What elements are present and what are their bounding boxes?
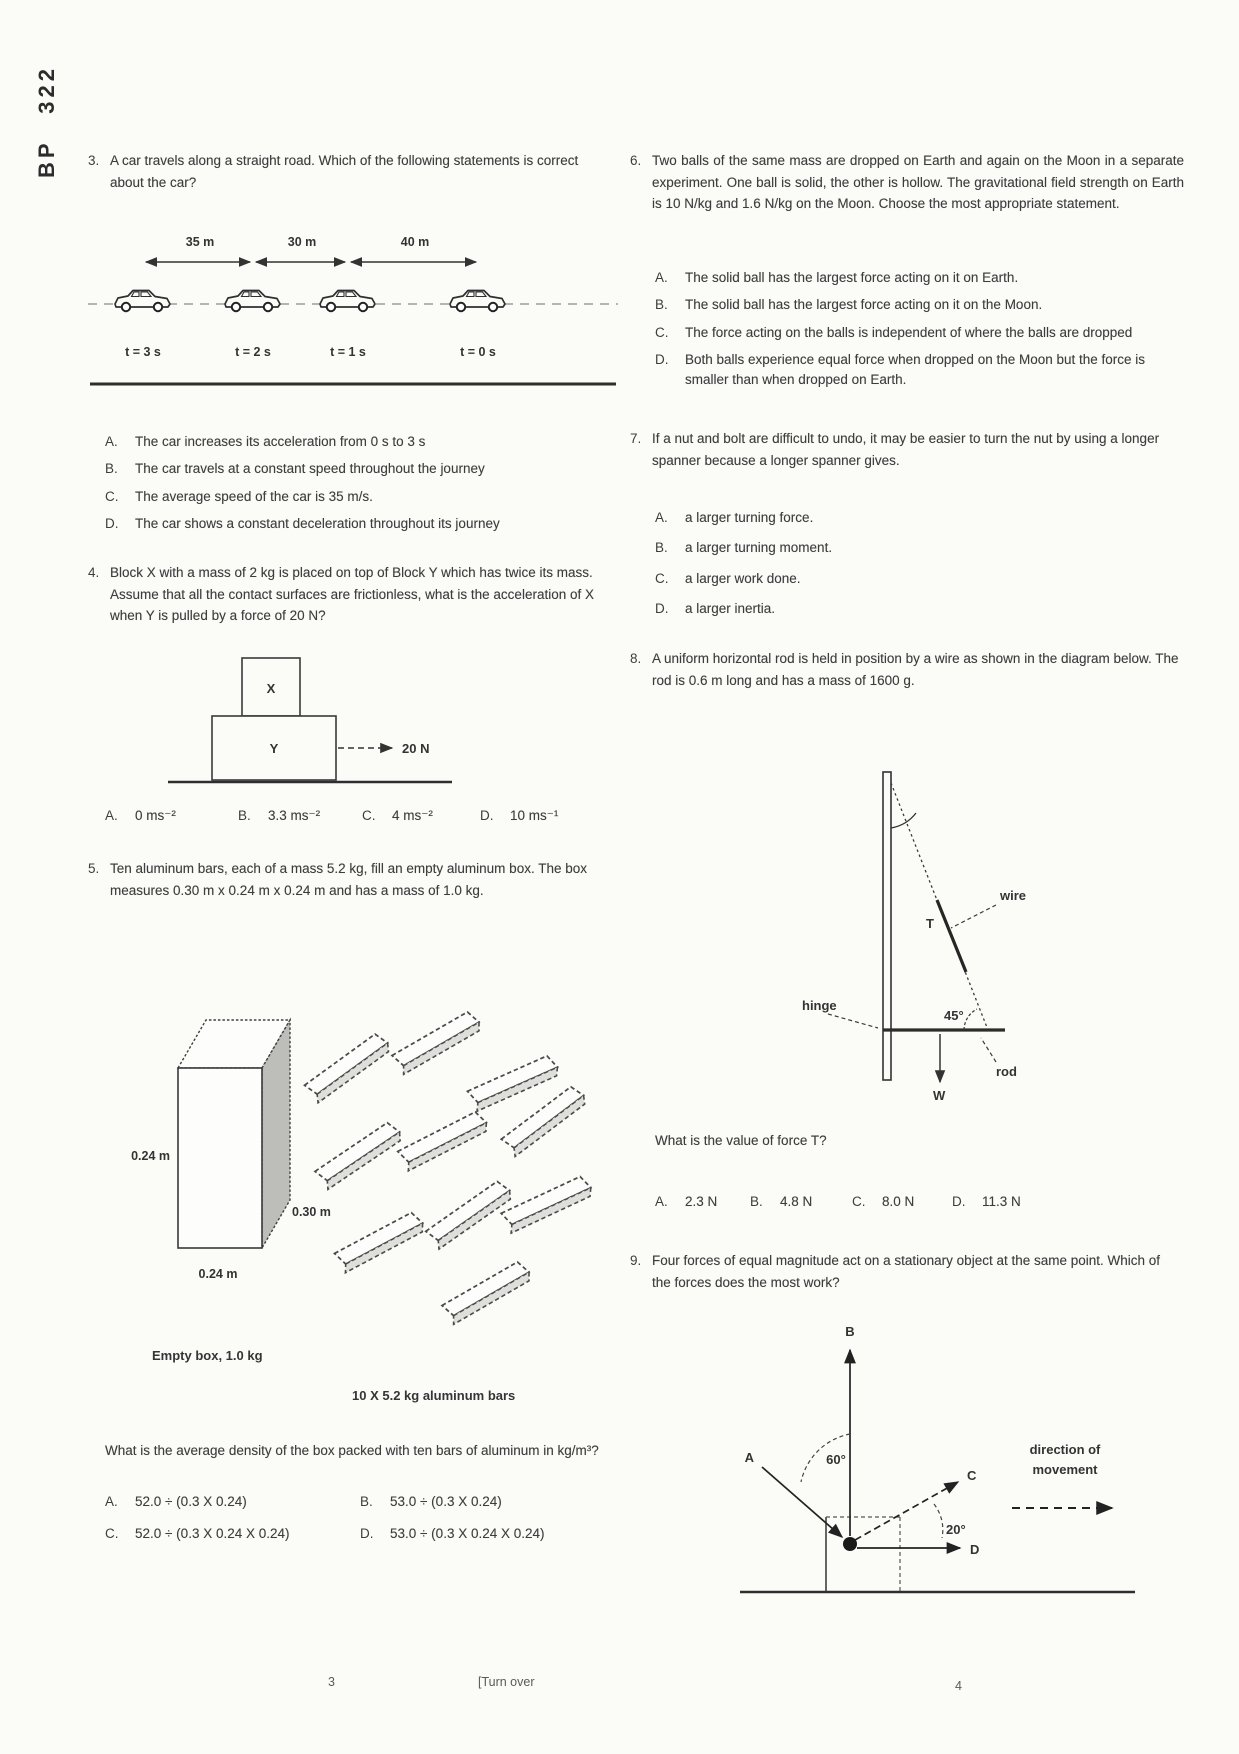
option-label: A. [105, 434, 118, 449]
option-text: a larger work done. [685, 570, 801, 586]
rod-wire-diagram [700, 700, 1040, 1115]
car-icon-t3 [115, 291, 170, 312]
q7-option-d [655, 599, 1155, 619]
block-x-label: X [266, 681, 276, 696]
question-5-options-row-1 [0, 1492, 620, 1516]
option-label: A. [655, 510, 668, 525]
weight-label: W [933, 1088, 946, 1103]
q7-option-c [655, 569, 1155, 589]
bars-caption: 10 X 5.2 kg aluminum bars [352, 1388, 516, 1403]
option-text: 52.0 ÷ (0.3 X 0.24 X 0.24) [135, 1526, 290, 1541]
question-5-prompt: What is the average density of the box packed with ten bars of aluminum in kg/m³? [105, 1443, 599, 1458]
car-icon-t2 [225, 291, 280, 312]
option-text: The car travels at a constant speed throughout the journey [135, 461, 485, 477]
q6-option-d [655, 350, 1180, 391]
force-a-label: A [744, 1450, 754, 1465]
car-icons [115, 291, 505, 312]
q6-option-b [655, 295, 1180, 315]
box-width-label: 0.24 m [198, 1267, 238, 1281]
time-label-3: t = 1 s [330, 345, 366, 359]
option-label: B. [360, 1494, 373, 1509]
time-label-1: t = 3 s [125, 345, 161, 359]
question-7 [630, 428, 1188, 471]
option-text: 0 ms⁻² [135, 808, 176, 823]
question-4-number: 4. [88, 565, 100, 580]
option-text: The car increases its acceleration from 0 s to 3 s [135, 434, 426, 449]
rod-angle-arc [964, 1009, 977, 1030]
option-text: The average speed of the car is 35 m/s. [135, 488, 373, 504]
paper-code-stamp: BP 322 [34, 65, 59, 178]
option-text: a larger turning force. [685, 510, 814, 525]
wire-bold-segment [937, 900, 966, 972]
question-9-text: Four forces of equal magnitude act on a stationary object at the same point. Which of the forces does the most work? [652, 1253, 1161, 1290]
distance-label-1: 35 m [185, 235, 215, 249]
force-b-label: B [845, 1324, 855, 1339]
option-text: 2.3 N [685, 1194, 718, 1209]
option-label: A. [655, 1194, 668, 1209]
time-label-2: t = 2 s [235, 345, 271, 359]
question-4-text: Block X with a mass of 2 kg is placed on top of Block Y which has twice its mass. Assume that all the contact surfaces are frictionless, what is the acceleration of X when Y is pulled by a force of 20 N? [110, 565, 594, 624]
option-label: A. [105, 808, 118, 823]
box-depth-label: 0.30 m [292, 1205, 331, 1219]
option-label: D. [105, 515, 119, 531]
q5-option-d [360, 1524, 545, 1544]
q8-option-d [952, 1192, 1021, 1212]
q8-option-c [852, 1192, 914, 1212]
force-label: 20 N [402, 741, 430, 756]
angle-20-arc [934, 1504, 943, 1538]
page-number-left: 3 [328, 1675, 335, 1689]
option-text: 53.0 ÷ (0.3 X 0.24) [390, 1494, 502, 1509]
question-5-number: 5. [88, 861, 100, 876]
option-text: 11.3 N [982, 1194, 1021, 1209]
hinge-label: hinge [802, 998, 837, 1013]
question-4-options [0, 806, 620, 830]
question-5-options-row-2 [0, 1524, 620, 1548]
q5-option-a [105, 1492, 247, 1512]
block-force-diagram [150, 652, 470, 800]
time-label-4: t = 0 s [460, 345, 496, 359]
option-text: The car shows a constant deceleration throughout its journey [135, 515, 500, 531]
q6-option-a [655, 268, 1180, 288]
rod-label: rod [996, 1064, 1017, 1079]
option-label: D. [360, 1526, 374, 1541]
question-5-text: Ten aluminum bars, each of a mass 5.2 kg, fill an empty aluminum box. The box measures 0.30 m x 0.24 m x 0.24 m and has a mass of 1.0 kg. [110, 861, 587, 898]
option-label: B. [655, 540, 668, 556]
angle-20-label: 20° [946, 1522, 966, 1537]
q8-option-b [750, 1192, 812, 1212]
question-8-text: A uniform horizontal rod is held in position by a wire as shown in the diagram below. The rod is 0.6 m long and has a mass of 1600 g. [652, 651, 1179, 688]
q4-option-d [480, 806, 558, 826]
q5-option-b [360, 1492, 502, 1512]
option-label: C. [105, 1526, 119, 1541]
question-8-number: 8. [630, 651, 642, 666]
question-3 [88, 150, 593, 193]
box-and-bars-diagram [100, 1000, 600, 1342]
option-text: a larger inertia. [685, 600, 776, 616]
angle-label: 45° [944, 1008, 964, 1023]
hinge-leader-line [828, 1014, 878, 1028]
aluminum-bars [300, 1012, 592, 1324]
turn-over-note: [Turn over [478, 1675, 535, 1689]
option-text: 3.3 ms⁻² [268, 808, 321, 823]
option-text: 53.0 ÷ (0.3 X 0.24 X 0.24) [390, 1526, 545, 1541]
direction-label-line2: movement [1032, 1462, 1098, 1477]
block-y-label: Y [269, 741, 279, 756]
question-3-number: 3. [88, 153, 100, 168]
q3-option-b [105, 459, 605, 479]
option-text: 4.8 N [780, 1194, 813, 1209]
car-icon-t1 [320, 291, 375, 312]
question-7-text: If a nut and bolt are difficult to undo, it may be easier to turn the nut by using a longer spanner because a longer spanner gives. [652, 431, 1160, 468]
option-label: A. [105, 1494, 118, 1509]
q4-option-b [238, 806, 320, 826]
q7-option-a [655, 508, 1155, 528]
option-label: C. [655, 570, 669, 586]
force-a-arrow [762, 1467, 842, 1537]
angle-60-label: 60° [826, 1452, 846, 1467]
direction-label-line1: direction of [1029, 1442, 1101, 1457]
wire-label: wire [1000, 888, 1027, 903]
question-3-options [105, 432, 605, 541]
q5-option-c [105, 1524, 290, 1544]
question-5 [88, 858, 613, 901]
forces-diagram [640, 1312, 1160, 1612]
q6-option-c [655, 323, 1180, 343]
question-6-text: Two balls of the same mass are dropped on Earth and again on the Moon in a separate experiment. One ball is solid, the other is hollow. The gravitational field strength on Earth is 10 N/kg and 1.6 N/kg on the Moon. Choose the most appropriate statement. [652, 153, 1184, 212]
question-7-number: 7. [630, 431, 642, 446]
question-8-prompt: What is the value of force T? [655, 1133, 827, 1148]
option-label: B. [655, 297, 668, 313]
option-text: 4 ms⁻² [392, 808, 433, 823]
option-text: The force acting on the balls is independent of where the balls are dropped [685, 324, 1133, 340]
question-7-options [655, 508, 1155, 626]
car-position-diagram [88, 226, 618, 404]
option-label: D. [952, 1194, 966, 1209]
question-9 [630, 1250, 1188, 1293]
q4-option-c [362, 806, 433, 826]
q3-option-d [105, 514, 605, 534]
question-4 [88, 562, 608, 627]
rod-leader-line [981, 1038, 996, 1062]
option-text: a larger turning moment. [685, 540, 833, 556]
option-text: The solid ball has the largest force acting on it on the Moon. [685, 297, 1043, 313]
q4-option-a [105, 806, 176, 826]
tension-label: T [926, 916, 934, 931]
option-label: C. [852, 1194, 866, 1209]
question-6-options [655, 268, 1180, 397]
q7-option-b [655, 538, 1155, 558]
option-label: C. [362, 808, 376, 823]
option-label: C. [655, 324, 669, 340]
question-8-options [0, 1192, 1239, 1216]
option-label: B. [105, 461, 118, 477]
option-text: 52.0 ÷ (0.3 X 0.24) [135, 1494, 247, 1509]
option-label: B. [750, 1194, 763, 1209]
option-text: Both balls experience equal force when dropped on the Moon but the force is smaller than when dropped on Earth. [685, 351, 1146, 387]
question-8 [630, 648, 1188, 691]
option-text: 8.0 N [882, 1194, 915, 1209]
force-d-label: D [970, 1542, 980, 1557]
wire-leader-line [951, 905, 996, 928]
question-6 [630, 150, 1188, 215]
option-label: A. [655, 270, 668, 285]
q8-option-a [655, 1192, 717, 1212]
question-6-number: 6. [630, 153, 642, 168]
distance-label-3: 40 m [400, 235, 430, 249]
option-label: D. [655, 351, 669, 367]
empty-box-caption: Empty box, 1.0 kg [152, 1348, 263, 1363]
option-text: The solid ball has the largest force acting on it on Earth. [685, 270, 1019, 285]
object-block [826, 1517, 900, 1592]
wall-post [883, 772, 891, 1080]
question-9-number: 9. [630, 1253, 642, 1268]
box-height-label: 0.24 m [131, 1149, 170, 1163]
q3-option-c [105, 487, 605, 507]
q3-option-a [105, 432, 605, 452]
page-number-right: 4 [955, 1679, 962, 1693]
force-c-label: C [967, 1468, 977, 1483]
question-3-text: A car travels along a straight road. Which of the following statements is correct about the car? [110, 153, 579, 190]
option-label: B. [238, 808, 251, 823]
distance-label-2: 30 m [287, 235, 317, 249]
car-icon-t0 [450, 291, 505, 312]
option-label: D. [480, 808, 494, 823]
option-label: C. [105, 488, 119, 504]
option-label: D. [655, 600, 669, 616]
option-text: 10 ms⁻¹ [510, 808, 559, 823]
